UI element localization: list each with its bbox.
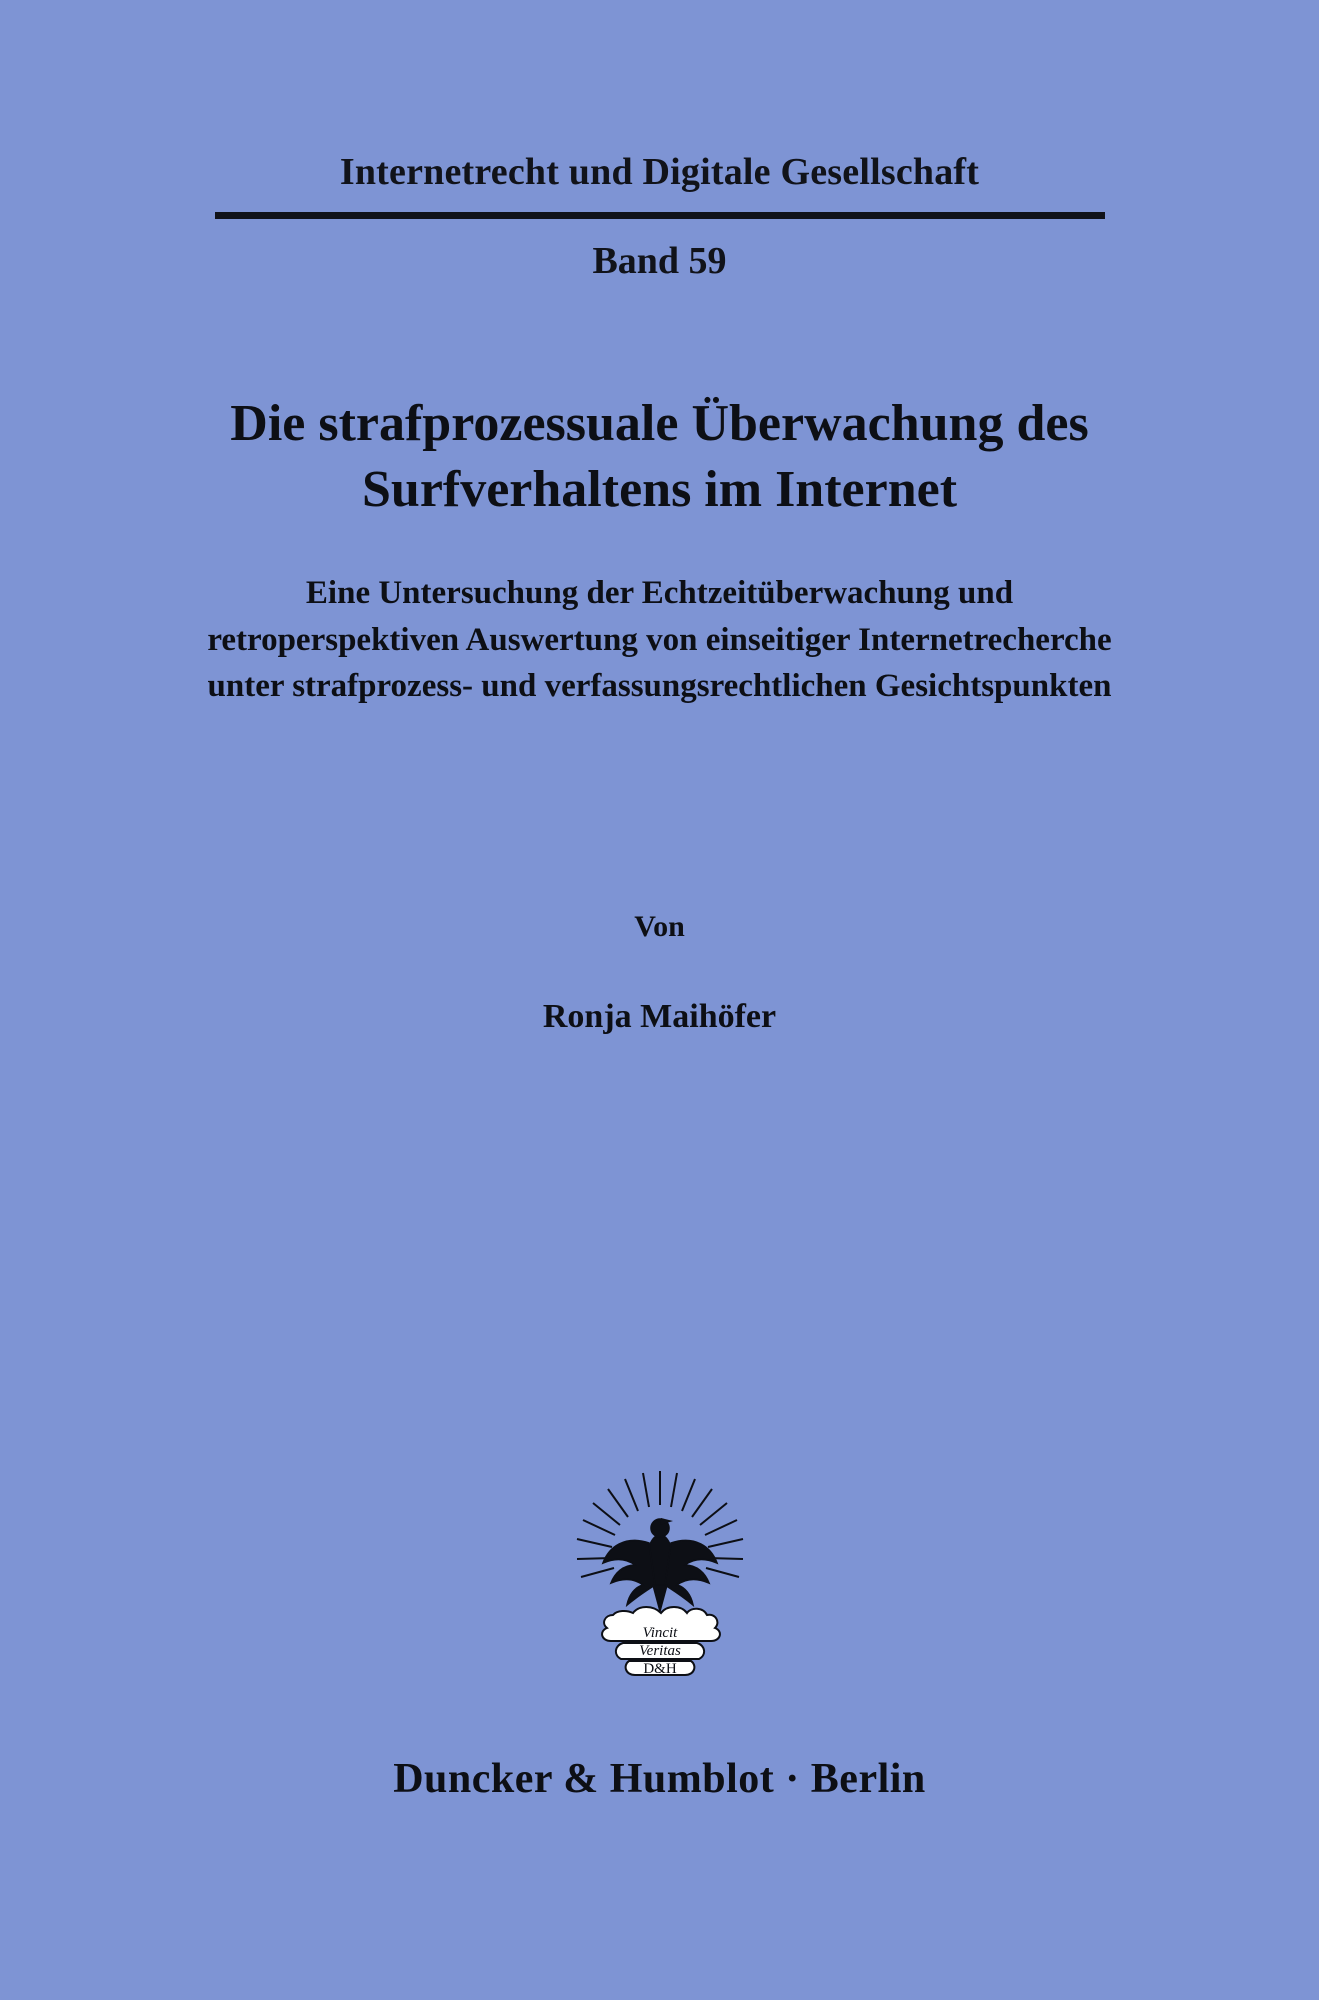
series-block: [0, 150, 1319, 283]
series-title: Internetrecht und Digitale Gesellschaft: [339, 151, 980, 193]
book-title: Die strafprozessuale Überwachung des Surfverhaltens im Internet: [230, 394, 1089, 519]
logo-motto-line1: Vincit: [642, 1625, 677, 1641]
series-divider: [215, 212, 1105, 219]
book-subtitle: Eine Untersuchung der Echtzeitüberwachung und retroperspektiven Auswertung von einseitiger Internetrecherche unter strafprozess- und verfassungsrechtlichen Gesichtspunkten: [207, 574, 1112, 705]
author-label: Von: [634, 910, 685, 944]
publisher-logo: [0, 1465, 1319, 1695]
author-name: Ronja Maihöfer: [542, 998, 777, 1036]
logo-motto-line2: Veritas: [638, 1643, 681, 1659]
publisher-name: Duncker & Humblot · Berlin: [393, 1756, 926, 1802]
eagle-icon: [565, 1465, 755, 1695]
logo-imprint-mark: D&H: [642, 1661, 677, 1677]
series-volume: Band 59: [592, 239, 727, 282]
